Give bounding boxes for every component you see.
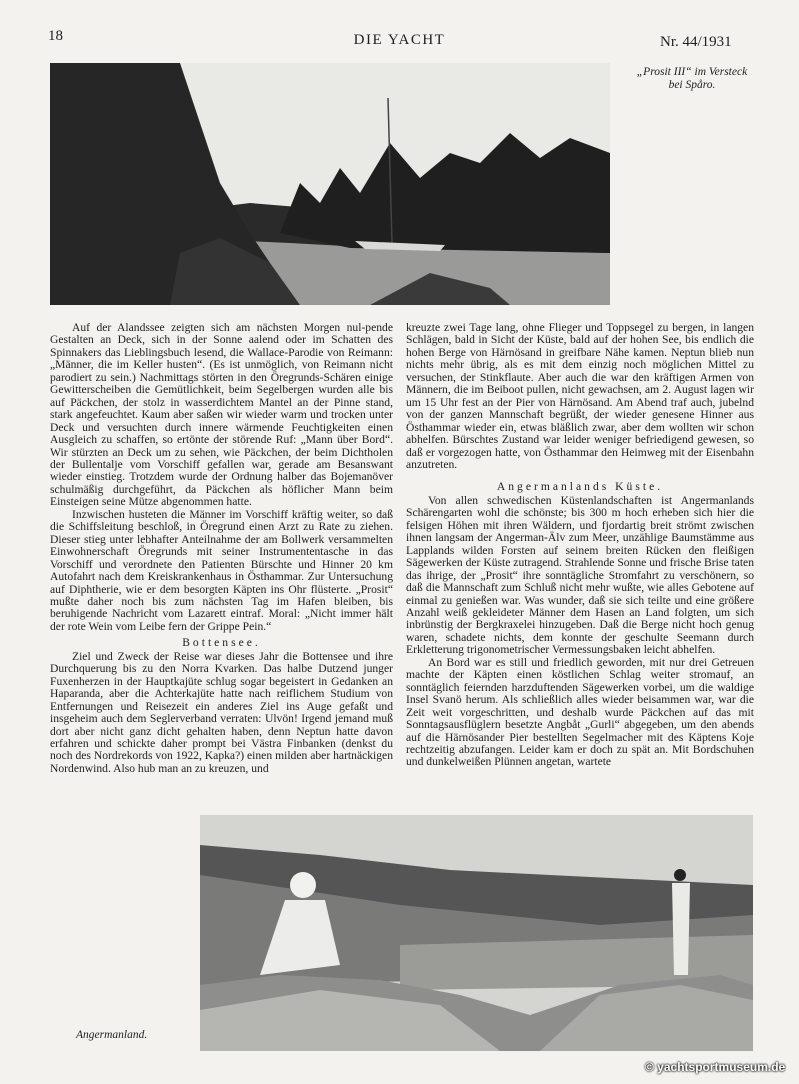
paragraph: Inzwischen husteten die Männer im Vorschiff kräftig weiter, so daß die Schiffsleitung beschloß, in Öregrund einen Arzt zu Rate zu ziehen. Dieser stieg unter lebhafter Anteilnahme der am Bollwerk versammelten Einwohnerschaft Öregrunds mit seiner Instrumententasche in das Vorschiff und verordnete den Patienten Bürschte und Hinner 20 km Autofahrt nach dem Kreiskrankenhaus in Östhammar. Zur Untersuchung auf Diphtherie, wie er dem besorgten Käpten ins Ohr flüsterte. „Prosit“ mußte daher noch bis zum nächsten Tag im Hafen bleiben, bis beruhigende Nachricht vom Lazarett eintraf. Moral: „Nicht immer hält der rote Wein vom Leibe fern der Grippe Pein.“ bbox=[50, 507, 393, 633]
caption-line: „Prosit III“ im Versteck bbox=[636, 66, 748, 78]
watermark: © yachtsportmuseum.de bbox=[645, 1060, 786, 1074]
paragraph: Von allen schwedischen Küstenlandschaften ist Angermanlands Schärengarten wohl die schönste; bis 300 m hoch erheben sich hier die felsigen Höhen mit ihren Wäldern, und fjordartig breit strömt zwischen ihnen langsam der Angerman-Älv zum Meer, unzählige Baumstämme aus Lapplands wilden Forsten auf seinem breiten Rücken den fleißigen Sägewerken der Küste zutragend. Strahlende Sonne und frische Brise taten das ihrige, der „Prosit“ ihre sonntägliche Stromfahrt zu verschönern, so daß die Mannschaft zum Schluß nicht mehr wußte, wie alles Gebotene auf einmal zu genießen war. Was wunder, daß sie sich teilte und eine größere Anzahl weiß gekleideter Männer dem Hasen an Land folgten, um sich inbrünstig der Bergkraxelei hinzugeben. Daß die Berge nicht hoch genug waren, schadete nichts, dem konnte der geschulte Seemann durch Erkletterung trigonometrischer Vermessungsbaken leicht abhelfen. bbox=[406, 493, 754, 657]
section-heading: Angermanlands Küste. bbox=[496, 480, 664, 494]
paragraph: An Bord war es still und friedlich geworden, mit nur drei Getreuen machte der Käpten einen köstlichen Schlag weiter stromauf, an sonntäglich feiernden harzduftenden Sägewerken vorbei, um die waldige Insel Svanö herum. Als schließlich alles wieder beisammen war, war die Zeit weit vorgeschritten, und deshalb wurde Päckchen auf das mit Sonntagsausflüglern besetzte Angbåt „Gurli“ abgegeben, um den abends auf die Härnösander Pier bestellten Segelmacher mit des Käptens Koje rechtzeitig abzufangen. Leider kam er doch zu spät an. Mit Bordschuhen und dunkelweißen Plünnen angetan, wartete bbox=[406, 655, 754, 769]
photo-caption-top bbox=[612, 66, 772, 92]
caption-line: bei Spåro. bbox=[668, 79, 716, 91]
issue-number: Nr. 44/1931 bbox=[660, 34, 732, 50]
magazine-title: DIE YACHT bbox=[353, 32, 446, 48]
paragraph: Ziel und Zweck der Reise war dieses Jahr die Bottensee und ihre Durchquerung bis zu den Norra Kvarken. Das halbe Dutzend junger Fuxenherzen in der Hauptkajüte schlug sogar begeistert in Gedanken an Haparanda, aber die Achterkajüte hatte nach reiflichem Studium von Entfernungen und Reisezeit ein anderes Ziel ins Auge gefaßt und insgeheim auch dem Seglerverband verraten: Ulvön! Irgend jemand muß dort aber nicht ganz dicht gehalten haben, denn Neptun hatte davon erfahren und schickte daher prompt bei Västra Finbanken (denkst du noch des Nordrekords von 1922, Kapka?) einen milden aber hartnäckigen Nordenwind. Also hub man an zu kreuzen, und bbox=[50, 649, 393, 775]
section-heading: Bottensee. bbox=[182, 636, 261, 650]
photo-caption-bottom: Angermanland. bbox=[76, 1029, 148, 1041]
paragraph: Auf der Alandssee zeigten sich am nächsten Morgen nul-pende Gestalten an Deck, sich in der Sonne aalend oder im Schatten des Spinnakers das Lieblingsbuch lesend, die Wallace-Parodie von Reimann: „Männer, die im Keller husten“. (Es ist unmöglich, von Reimann nicht parodiert zu sein.) Nachmittags störten in den Öregrunds-Schären einige Gewitterscheiben die Gemütlichkeit, beim Segelbergen wurden alle bis auf Päckchen, der stolz in wasserdichtem Mantel an der Pinne stand, stark angefeuchtet. Kaum aber saßen wir wieder warm und trocken unter Deck und versuchten durch innere wärmende Feuchtigkeiten einen Ausgleich zu schaffen, so ertönte der störende Ruf: „Mann über Bord“. Wir stürzten an Deck um zu sehen, wie Päckchen, der beim Dichtholen der Bullentalje vom Vorschiff gefallen war, gerade am Besanswant wieder einstieg. Trotzdem wurde der Ordnung halber das Bojemanöver schulmäßig durchgeführt, da Päckchen als höflicher Mann beim Einsteigen seine Mütze abgenommen hatte. bbox=[50, 321, 393, 509]
photo-angermanland bbox=[200, 815, 753, 1051]
page-number: 18 bbox=[48, 28, 63, 44]
photo-yacht-in-cove bbox=[50, 63, 610, 305]
paragraph: kreuzte zwei Tage lang, ohne Flieger und Toppsegel zu bergen, in langen Schlägen, bald in Sicht der Küste, bald auf der hohen See, bis endlich die hohen Berge von Härnösand in greifbare Nähe kamen. Neptun blieb nun nichts mehr übrig, als es mit dem einzig noch möglichen Mittel zu versuchen, der Stinkflaute. Aber auch die war den kräftigen Armen von Männern, die im Beiboot pullen, nicht gewachsen, am 2. August lagen wir um 15 Uhr fest an der Pier von Härnösand. Am Abend traf auch, jubelnd von der ganzen Mannschaft begrüßt, der wieder genesene Hinner aus Östhammar wieder ein, etwas bläßlich zwar, aber dem wollten wir schon abhelfen. Bürschtes Zustand war leider weniger befriedigend gewesen, so daß er vorgezogen hatte, von Östhammar den Heimweg mit der Eisenbahn anzutreten. bbox=[406, 321, 754, 471]
right-column bbox=[406, 322, 754, 769]
left-column bbox=[50, 322, 393, 775]
